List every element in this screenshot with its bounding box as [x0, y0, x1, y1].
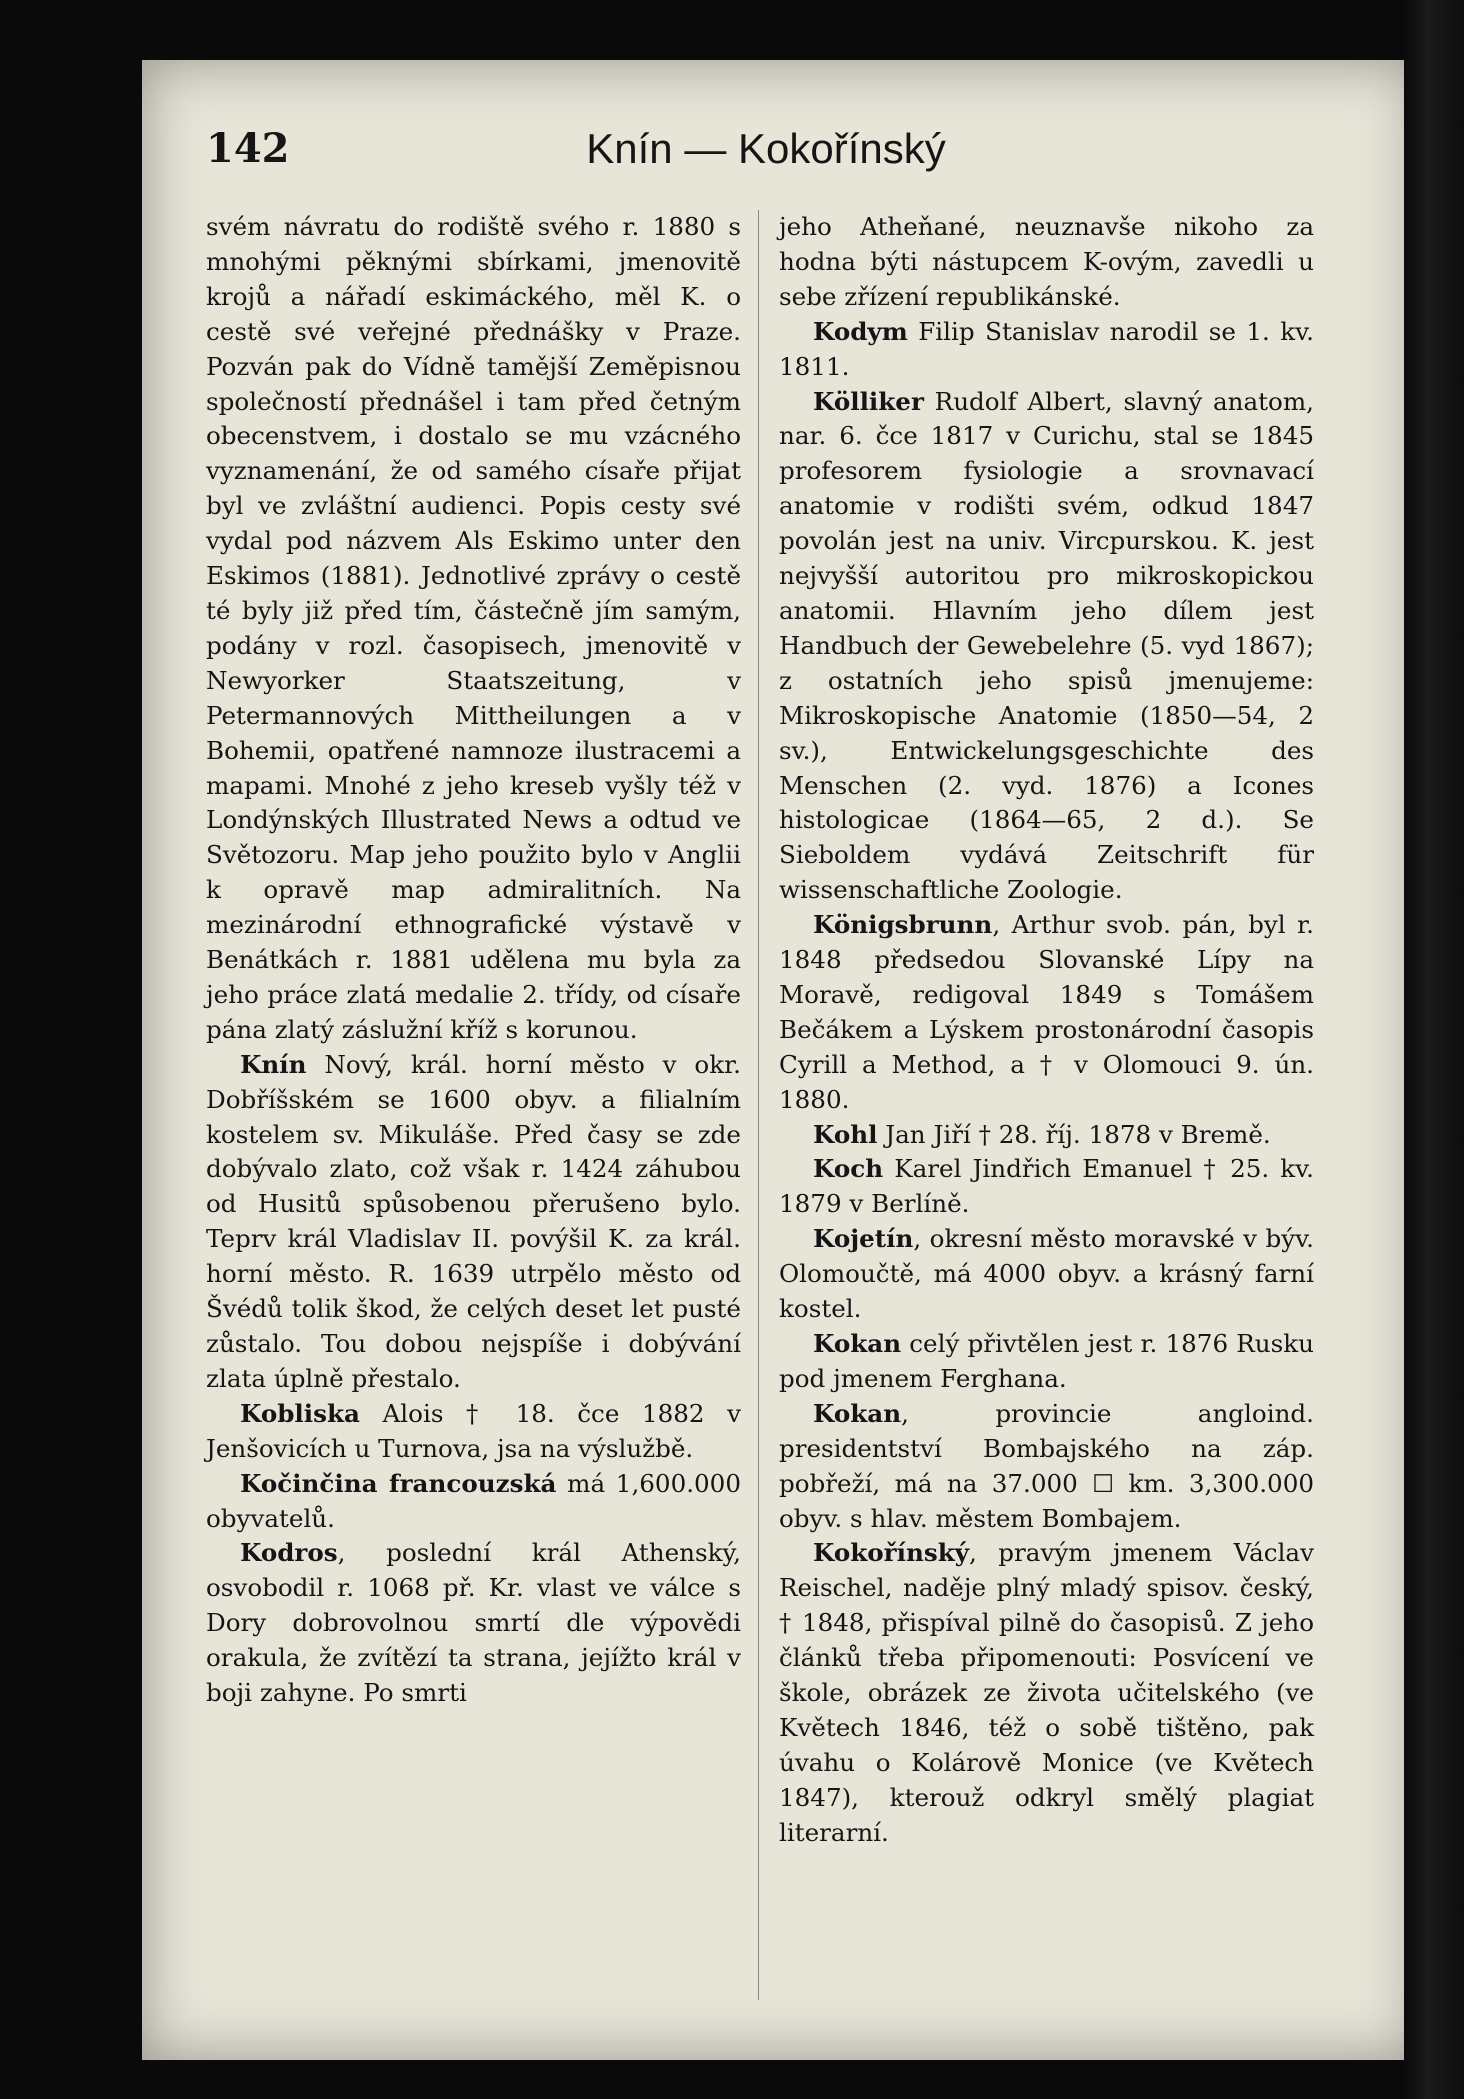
entry-paragraph: [779, 315, 1314, 385]
entry-headword: Königsbrunn: [813, 910, 993, 940]
entry-paragraph: [779, 210, 1314, 315]
entry-headword: Kölliker: [813, 386, 924, 416]
entry-headword: Kokan: [813, 1329, 902, 1358]
entry-text: Filip Stanislav narodil se 1. kv. 1811.: [779, 316, 1314, 381]
entry-paragraph: [206, 210, 741, 1048]
entry-paragraph: [779, 1536, 1314, 1850]
entry-headword: Kojetín: [813, 1224, 914, 1254]
right-column: [779, 210, 1314, 1851]
entry-paragraph: [779, 1152, 1314, 1222]
entry-paragraph: [779, 385, 1314, 909]
entry-text: jeho Atheňané, neuznavše nikoho za hodna býti nástupcem K-ovým, zavedli u sebe zřízení republikánské.: [779, 212, 1314, 311]
entry-headword: Kodym: [813, 316, 908, 346]
entry-headword: Kokan: [813, 1398, 902, 1428]
page-number: 142: [206, 125, 290, 172]
entry-text: Jan Jiří † 28. říj. 1878 v Bremě.: [877, 1119, 1271, 1149]
entry-text: má 1,600.000 obyvatelů.: [206, 1468, 741, 1533]
entry-text: svém návratu do rodiště svého r. 1880 s mnohými pěknými sbírkami, jmenovitě krojů a nářadí eskimáckého, měl K. o cestě své veřejné přednášky v Praze. Pozván pak do Vídně tamější Zeměpisnou společností přednášel i tam před četným obecenstvem, i dostalo se mu vzácného vyznamenání, že od samého císaře přijat byl ve zvláštní audienci. Popis cesty své vydal pod názvem Als Eskimo unter den Eskimos (1881). Jednotlivé zprávy o cestě té byly již před tím, částečně jím samým, podány v rozl. časopisech, jmenovitě v Newyorker Staatszeitung, v Petermannových Mittheilungen a v Bohemii, opatřené namnoze ilustracemi a mapami. Mnohé z jeho kreseb vyšly též v Londýnských Illustrated News a odtud ve Světozoru. Map jeho použito bylo v Anglii k opravě map admiralitních. Na mezinárodní ethnografické výstavě v Benátkách r. 1881 udělena mu byla za jeho práce zlatá medalie 2. třídy, od císaře pána zlatý záslužní kříž s korunou.: [206, 212, 741, 1044]
scan-edge-shadow: [1404, 0, 1464, 2099]
column-divider: [758, 210, 759, 2000]
entry-paragraph: [779, 1327, 1314, 1397]
entry-headword: Kokořínský: [813, 1538, 970, 1568]
entry-paragraph: [206, 1536, 741, 1711]
entry-paragraph: [206, 1048, 741, 1397]
entry-text: , Arthur svob. pán, byl r. 1848 předsedou Slovanské Lípy na Moravě, redigoval 1849 s Tomášem Bečákem a Lýskem prostonárodní časopis Cyrill a Method, a † v Olomouci 9. ún. 1880.: [779, 910, 1314, 1114]
entry-paragraph: [779, 1222, 1314, 1327]
entry-headword: Kohl: [813, 1119, 878, 1149]
entry-headword: Koch: [813, 1154, 884, 1184]
entry-text: Karel Jindřich Emanuel † 25. kv. 1879 v Berlíně.: [779, 1154, 1314, 1219]
entry-text: celý přivtělen jest r. 1876 Rusku pod jmenem Ferghana.: [779, 1329, 1314, 1393]
entry-headword: Kobliska: [240, 1398, 360, 1428]
entry-text: , poslední král Athenský, osvobodil r. 1068 př. Kr. vlast ve válce s Dory dobrovolnou smrtí dle výpovědi orakula, že zvítězí ta strana, jejížto král v boji zahyne. Po smrti: [206, 1538, 741, 1708]
entry-paragraph: [206, 1467, 741, 1537]
entry-paragraph: [779, 908, 1314, 1117]
book-page: [142, 60, 1420, 2060]
entry-text: Nový, král. horní město v okr. Dobříšském se 1600 obyv. a filialním kostelem sv. Mikuláše. Před časy se zde dobývalo zlato, což však r. 1424 záhubou od Husitů spůsobenou přerušeno bylo. Teprv král Vladislav II. povýšil K. za král. horní město. R. 1639 utrpělo město od Švédů tolik škod, že celých deset let pusté zůstalo. Tou dobou nejspíše i dobývání zlata úplně přestalo.: [206, 1049, 741, 1393]
entry-text: , provincie angloind. presidentství Bombajského na záp. pobřeží, má na 37.000 ☐ km. 3,300.000 obyv. s hlav. městem Bombajem.: [779, 1398, 1314, 1533]
entry-paragraph: [779, 1397, 1314, 1537]
entry-text: Rudolf Albert, slavný anatom, nar. 6. čce 1817 v Curichu, stal se 1845 profesorem fysiologie a srovnavací anatomie v rodišti svém, odkud 1847 povolán jest na univ. Vircpurskou. K. jest nejvyšší autoritou pro mikroskopickou anatomii. Hlavním jeho dílem jest Handbuch der Gewebelehre (5. vyd 1867); z ostatních jeho spisů jmenujeme: Mikroskopische Anatomie (1850—54, 2 sv.), Entwickelungsgeschichte des Menschen (2. vyd. 1876) a Icones histologicae (1864—65, 2 d.). Se Sieboldem vydává Zeitschrift für wissenschaftliche Zoologie.: [779, 386, 1314, 905]
entry-paragraph: [206, 1397, 741, 1467]
entry-paragraph: [779, 1118, 1314, 1153]
entry-text: , pravým jmenem Václav Reischel, naděje plný mladý spisov. český, † 1848, přispíval pilně do časopisů. Z jeho článků třeba připomenouti: Posvícení ve škole, obrázek ze života učitelského (ve Květech 1846, též o sobě tištěno, pak úvahu o Kolárově Monice (ve Květech 1847), kterouž odkryl smělý plagiat literarní.: [779, 1538, 1314, 1847]
entry-text: Alois † 18. čce 1882 v Jenšovicích u Turnova, jsa na výslužbě.: [206, 1398, 741, 1463]
entry-headword: Knín: [240, 1049, 307, 1079]
left-column: [206, 210, 741, 1711]
page-header: [206, 125, 1326, 185]
entry-headword: Kočinčina francouzská: [240, 1468, 557, 1498]
entry-headword: Kodros: [240, 1538, 338, 1568]
running-title: Knín — Kokořínský: [586, 125, 946, 172]
entry-text: , okresní město moravské v býv. Olomoučtě, má 4000 obyv. a krásný farní kostel.: [779, 1224, 1314, 1324]
